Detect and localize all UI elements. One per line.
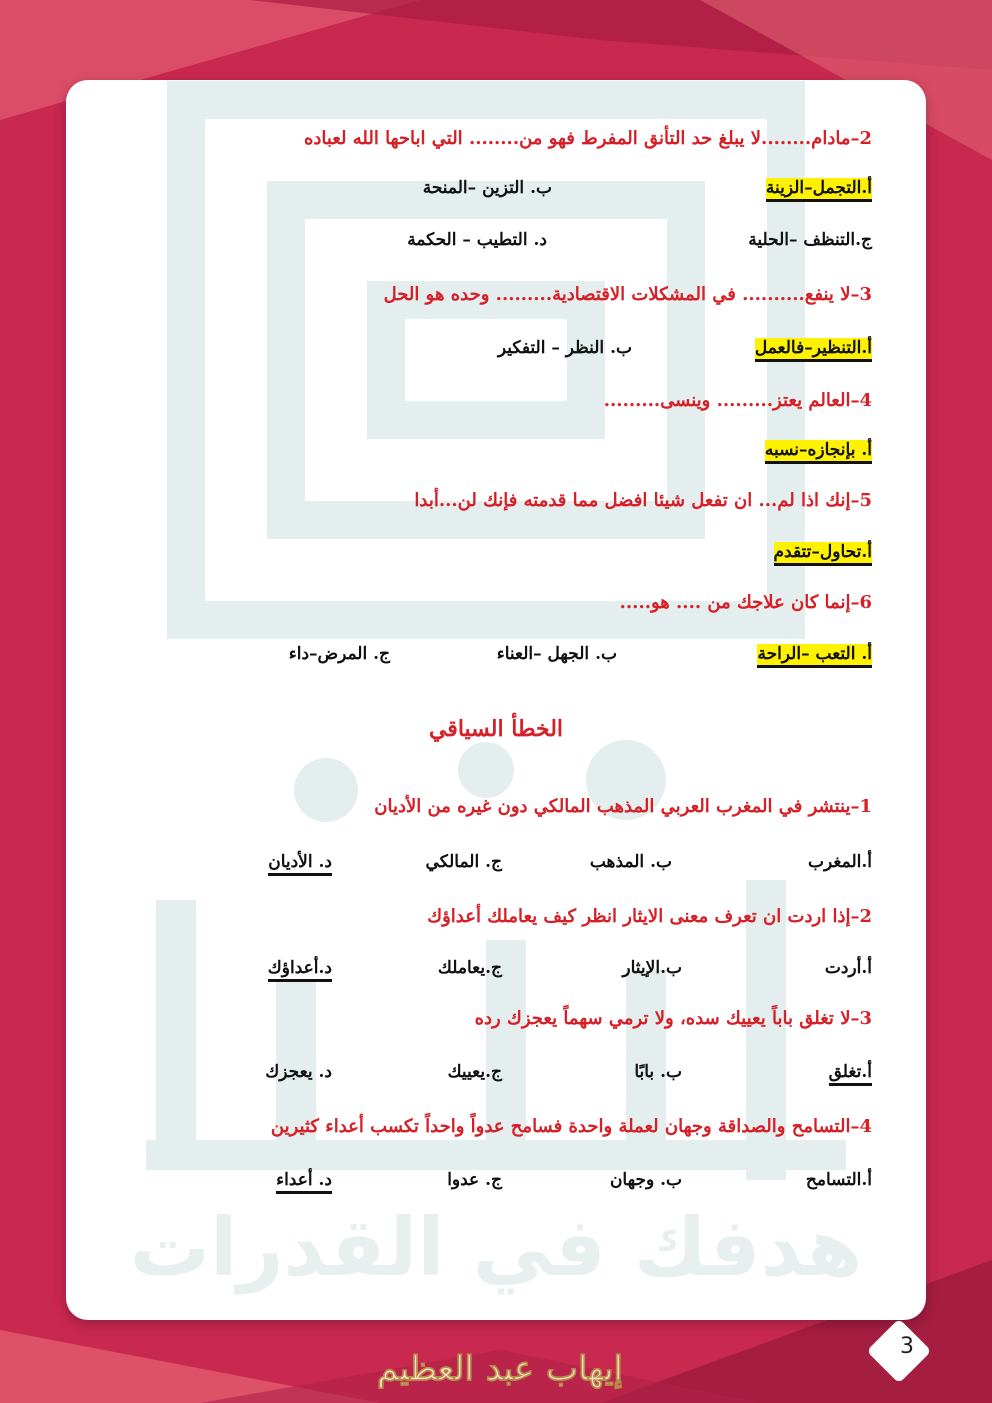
options-row [106,178,872,212]
option-a[interactable]: أ.تحاول–تتقدم [774,542,873,566]
options-row [106,440,872,474]
options-row [106,852,872,886]
option-a[interactable]: أ.التنظير–فالعمل [755,338,872,362]
signature-logo [360,1340,640,1396]
worksheet [66,80,926,1320]
option-a[interactable]: أ. التعب –الراحة [757,644,872,668]
question-s2-3: 3–لا تغلق باباً يعييك سده، ولا ترمي سهماً يعجزك رده [474,1008,872,1029]
option-a[interactable]: أ.المغرب [808,852,872,872]
question-s1-2: 2–مادام........لا يبلغ حد التأنق المفرط فهو من........ التي اباحها الله لعباده [303,128,872,149]
option-a[interactable]: أ. بإنجازه–نسبه [765,440,872,464]
question-s2-1: 1–ينتشر في المغرب العربي المذهب المالكي دون غيره من الأديان [374,796,872,817]
option-b[interactable]: ب. النظر – التفكير [497,338,632,358]
option-b[interactable]: ب. بابًا [634,1062,682,1082]
question-s2-2: 2–إذا اردت ان تعرف معنى الايثار انظر كيف يعاملك أعداؤك [427,906,872,927]
options-row [106,958,872,992]
option-c[interactable]: ج. عدوا [447,1170,502,1190]
option-c[interactable]: ج. المالكي [425,852,502,872]
option-b[interactable]: ب. المذهب [589,852,672,872]
question-s2-4: 4–التسامح والصداقة وجهان لعملة واحدة فسامح عدواً واحداً تكسب أعداء كثيرين [270,1116,872,1137]
option-c[interactable]: ج.يعييك [447,1062,502,1082]
options-row [106,1062,872,1096]
option-a[interactable]: أ.التجمل–الزينة [766,178,872,202]
option-b[interactable]: ب. التزين –المنحة [422,178,552,198]
question-s1-6: 6–إنما كان علاجك من .... هو..... [619,592,872,613]
option-d[interactable]: د. يعجزك [265,1062,332,1082]
section-title: الخطأ السياقي [428,716,564,742]
options-row [106,1170,872,1204]
options-row [106,230,872,264]
option-a[interactable]: أ.تغلق [829,1062,872,1086]
question-s1-3: 3–لا ينفع.......... في المشكلات الاقتصادية......... وحده هو الحل [383,284,872,305]
option-d[interactable]: د.أعداؤك [268,958,332,982]
options-row [106,542,872,576]
options-row [106,338,872,372]
page-number: 3 [900,1334,914,1359]
option-b[interactable]: ب.الإيثار [622,958,682,978]
question-s1-4: 4–العالم يعتز......... وينسى......... [603,390,872,411]
question-s1-5: 5–إنك اذا لم... ان تفعل شيئا افضل مما قدمته فإنك لن...أبدا [414,490,872,511]
options-row [106,644,872,678]
option-b[interactable]: ب. وجهان [609,1170,682,1190]
option-d[interactable]: د. أعداء [276,1170,332,1194]
option-c[interactable]: ج.التنظف –الحلية [748,230,872,250]
watermark-slogan: هدفك في القدرات [129,1201,863,1294]
option-c[interactable]: ج.يعاملك [437,958,502,978]
page-card [66,80,926,1320]
option-d[interactable]: د. الأديان [268,852,332,876]
option-a[interactable]: أ.التسامح [805,1170,872,1190]
option-b[interactable]: ب. الجهل –العناء [496,644,617,664]
option-a[interactable]: أ.أردت [824,958,872,978]
option-d[interactable]: د. التطيب – الحكمة [407,230,547,250]
signature-text: إيهاب عبد العظيم [376,1349,624,1389]
option-c[interactable]: ج. المرض–داء [288,644,390,664]
